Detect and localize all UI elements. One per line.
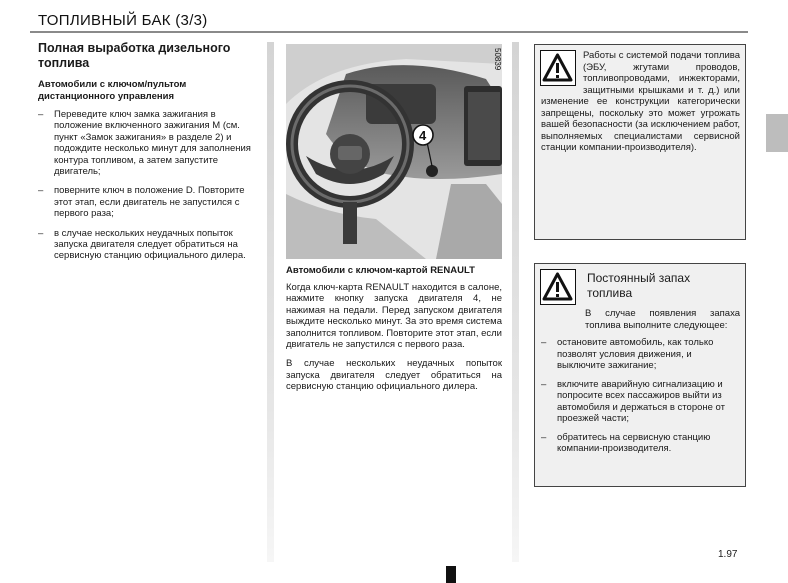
- section-tab-marker: [766, 114, 788, 152]
- list-item: – обратитесь на сервисную станцию компании-производителя.: [541, 431, 711, 454]
- instruction-list: [38, 109, 262, 262]
- section-heading: Полная выработка дизельного топлива: [38, 41, 231, 70]
- section-subheading: Автомобили с ключом/пультом дистанционного управления: [38, 79, 187, 102]
- warning-triangle-icon: [540, 269, 576, 305]
- warning-box: [534, 263, 746, 487]
- dash-bullet: –: [38, 185, 44, 197]
- warning-text: Работы с системой подачи топлива (ЭБУ, жгутами проводов, топливопроводами, инжекторами, защитными крышками и т. д.) или изменение ее конструкции категорически запрещены, поскольку это может угрожать вашей безопасности (за исключением работ, выполняемых специалистами сервисной станции компании-производителя).: [541, 50, 740, 153]
- list-item: [38, 228, 262, 262]
- warning-list: [541, 337, 740, 455]
- warning-title: Постоянный запах топлива: [587, 271, 691, 300]
- list-item-text: в случае нескольких неудачных попыток запуска двигателя следует обратиться на сервисную станцию официального дилера.: [54, 227, 246, 262]
- list-item: [38, 185, 262, 219]
- paragraph: В случае нескольких неудачных попыток запуска двигателя следует обратиться на сервисную станцию официального дилера.: [286, 358, 502, 393]
- list-item-text: поверните ключ в положение D. Повторите этот этап, если двигатель не запустился с первого раза;: [54, 185, 245, 220]
- page-title: ТОПЛИВНЫЙ БАК (3/3): [38, 12, 208, 29]
- column-separator: [512, 42, 519, 562]
- warning-box: [534, 44, 746, 240]
- figure-caption: Автомобили с ключом-картой RENAULT: [286, 265, 475, 276]
- warning-body: [541, 308, 740, 462]
- list-item: – остановите автомобиль, как только позволят условия движения, и выключите зажигание;: [541, 337, 714, 371]
- print-mark: [446, 566, 456, 583]
- middle-column: [286, 282, 502, 401]
- dash-bullet: –: [38, 109, 44, 120]
- paragraph: Когда ключ-карта RENAULT находится в салоне, нажмите кнопку запуска двигателя 4, не нажимая на педали. Перед запуском двигателя выждите несколько минут. За это время система заполнится топливом. Повторите этот этап, если двигатель не запустился с первого раза.: [286, 282, 502, 351]
- column-separator: [267, 42, 274, 562]
- dashboard-illustration: [286, 44, 502, 259]
- list-item: [38, 109, 262, 177]
- figure-code: 50839: [493, 48, 502, 71]
- left-column: [38, 41, 262, 270]
- title-divider: [30, 31, 748, 33]
- callout-number: 4: [419, 128, 427, 143]
- warning-intro: В случае появления запаха топлива выполните следующее:: [585, 308, 740, 331]
- list-item: – включите аварийную сигнализацию и попросите всех пассажиров выйти из автомобиля и держаться в стороне от проезжей части;: [541, 378, 725, 424]
- dash-bullet: –: [38, 227, 44, 239]
- list-item-text: Переведите ключ замка зажигания в положение включенного зажигания M (см. пункт «Замок зажигания» в разделе 2) и подождите несколько минут для заполнения контура топливом, а затем запустите двигатель;: [54, 109, 251, 178]
- page-number: 1.97: [718, 549, 738, 560]
